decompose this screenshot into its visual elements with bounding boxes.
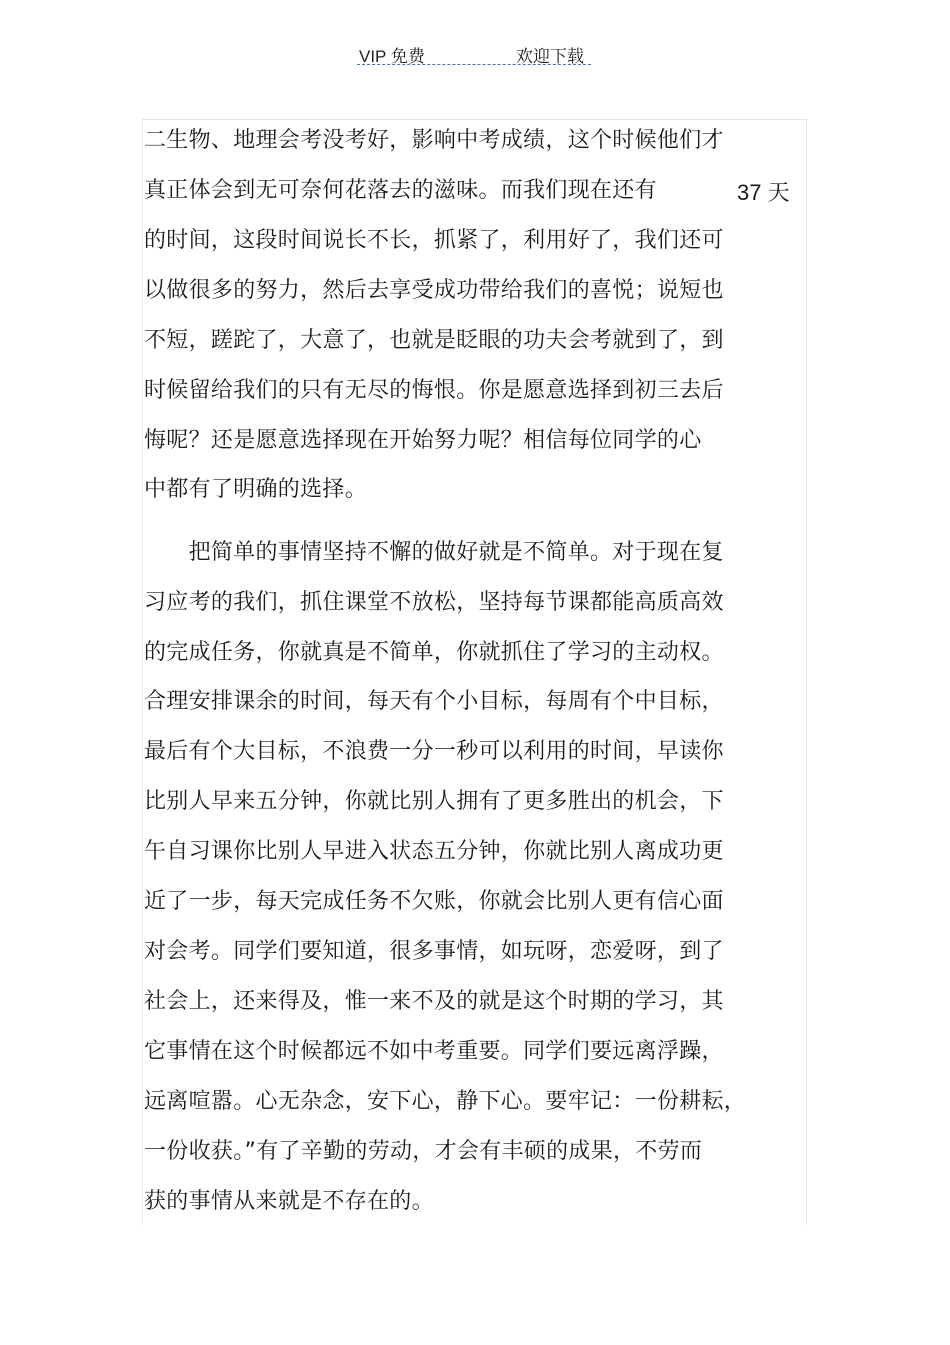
side-note: 37 天 <box>737 180 790 205</box>
text-line: 把简单的事情坚持不懈的做好就是不简单。对于现在复 <box>144 540 724 565</box>
text-line: 近了一步，每天完成任务不欠账，你就会比别人更有信心面 <box>144 889 724 914</box>
text-line: 悔呢？还是愿意选择现在开始努力呢？相信每位同学的心 <box>144 428 702 453</box>
text-line: 不短，蹉跎了，大意了，也就是眨眼的功夫会考就到了，到 <box>144 328 724 353</box>
text-line: 合理安排课余的时间，每天有个小目标，每周有个中目标， <box>144 689 724 714</box>
header-vip-label: VIP 免费 <box>359 47 425 66</box>
text-line: 远离喧嚣。心无杂念，安下心，静下心。要牢记：一份耕耘， <box>144 1089 747 1114</box>
text-line: 时候留给我们的只有无尽的悔恨。你是愿意选择到初三去后 <box>144 378 724 403</box>
text-line: 比别人早来五分钟，你就比别人拥有了更多胜出的机会，下 <box>144 789 724 814</box>
text-line: 的时间，这段时间说长不长，抓紧了，利用好了，我们还可 <box>144 228 724 253</box>
text-line: 最后有个大目标，不浪费一分一秒可以利用的时间，早读你 <box>144 739 724 764</box>
text-line: 获的事情从来就是不存在的。 <box>144 1189 434 1214</box>
text-line: 习应考的我们，抓住课堂不放松，坚持每节课都能高质高效 <box>144 590 724 615</box>
header-banner <box>357 42 591 65</box>
text-line: 真正体会到无可奈何花落去的滋味。而我们现在还有 <box>144 178 657 203</box>
text-line: 二生物、地理会考没考好，影响中考成绩，这个时候他们才 <box>144 128 724 153</box>
text-line: 社会上，还来得及，惟一来不及的就是这个时期的学习，其 <box>144 989 724 1014</box>
text-line: 以做很多的努力，然后去享受成功带给我们的喜悦；说短也 <box>144 278 724 303</box>
text-line: 的完成任务，你就真是不简单，你就抓住了学习的主动权。 <box>144 640 724 665</box>
header-welcome-label: 欢迎下载 <box>516 47 584 66</box>
text-line: 它事情在这个时候都远不如中考重要。同学们要远离浮躁， <box>144 1039 724 1064</box>
text-line: 一份收获。”有了辛勤的劳动，才会有丰硕的成果，不劳而 <box>144 1139 703 1164</box>
text-line: 中都有了明确的选择。 <box>144 477 368 502</box>
text-line: 对会考。同学们要知道，很多事情，如玩呀，恋爱呀，到了 <box>144 939 724 964</box>
text-line: 午自习课你比别人早进入状态五分钟，你就比别人离成功更 <box>144 839 724 864</box>
